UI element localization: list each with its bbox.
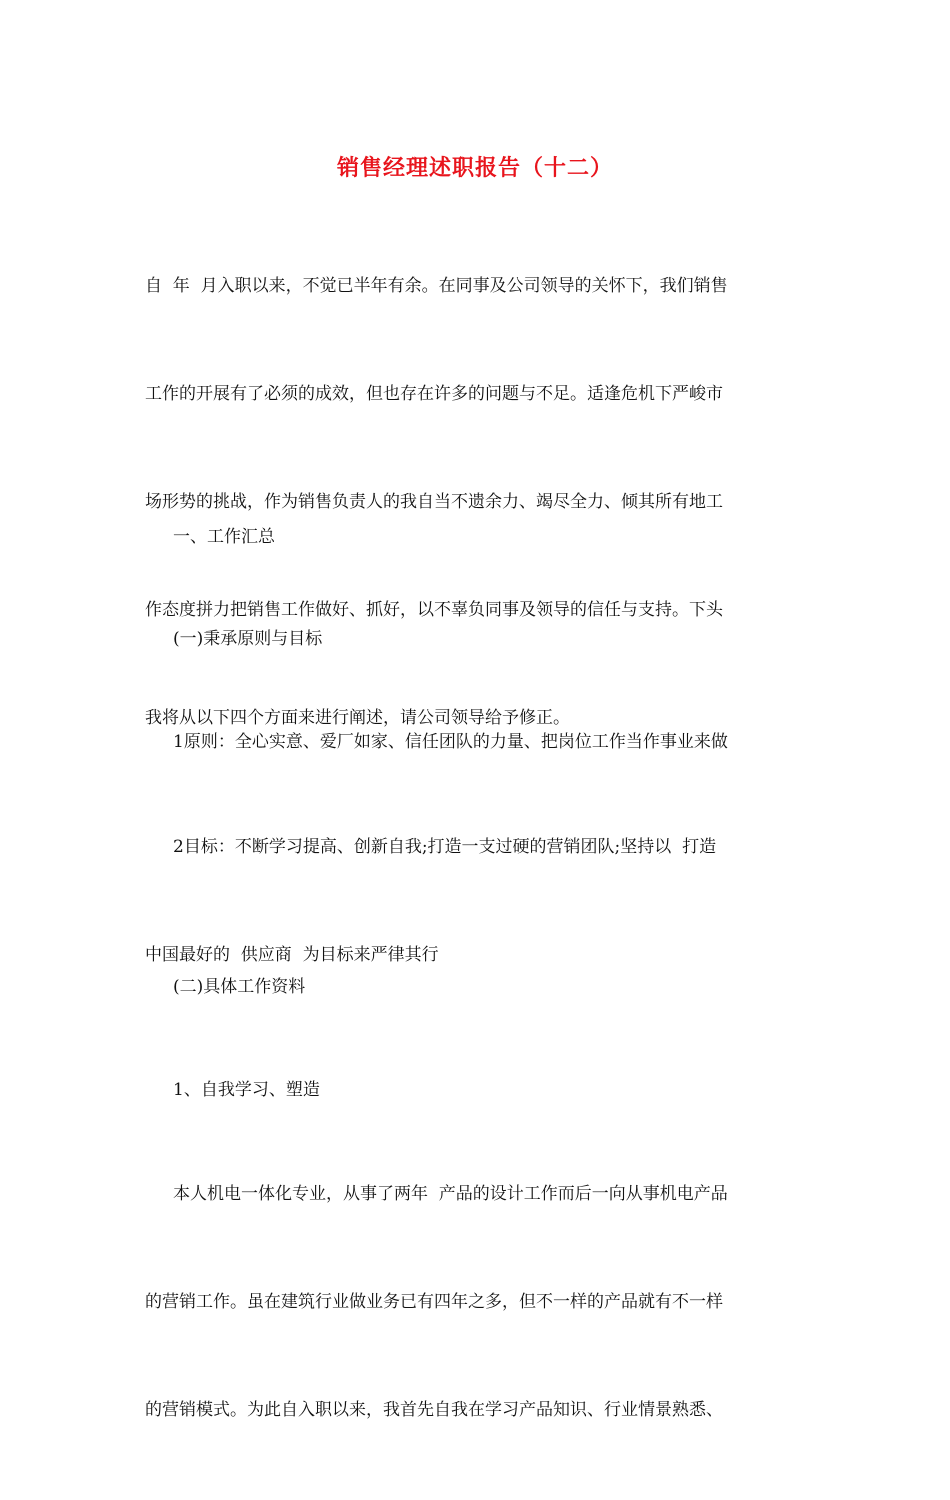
intro-line: 作态度拼力把销售工作做好、抓好，以不辜负同事及领导的信任与支持。下头	[145, 600, 723, 620]
document-title: 销售经理述职报告（十二）	[336, 155, 613, 181]
intro-line: 我将从以下四个方面来进行阐述，请公司领导给予修正。	[145, 708, 570, 728]
body-paragraph	[145, 1104, 805, 1500]
sub2-heading: (二)具体工作资料	[173, 977, 306, 997]
intro-line: 自 年 月入职以来，不觉已半年有余。在同事及公司领导的关怀下，我们销售	[145, 276, 728, 296]
goal-line: 中国最好的 供应商 为目标来严律其行	[145, 945, 439, 965]
principle-line: 1原则：全心实意、爱厂如家、信任团队的力量、把岗位工作当作事业来做	[173, 732, 728, 752]
intro-line: 场形势的挑战，作为销售负责人的我自当不遗余力、竭尽全力、倾其所有地工	[145, 492, 723, 512]
body-line: 本人机电一体化专业，从事了两年 产品的设计工作而后一向从事机电产品	[173, 1184, 728, 1204]
item1-heading: 1、自我学习、塑造	[173, 1080, 320, 1100]
section1-heading: 一、工作汇总	[173, 527, 275, 547]
goal-line: 2目标：不断学习提高、创新自我;打造一支过硬的营销团队;坚持以 打造	[173, 837, 717, 857]
body-line: 的营销模式。为此自入职以来，我首先自我在学习产品知识、行业情景熟悉、	[145, 1400, 723, 1420]
sub1-heading: (一)秉承原则与目标	[173, 629, 323, 649]
body-line: 的营销工作。虽在建筑行业做业务已有四年之多，但不一样的产品就有不一样	[145, 1292, 723, 1312]
intro-line: 工作的开展有了必须的成效，但也存在许多的问题与不足。适逢危机下严峻市	[145, 384, 723, 404]
